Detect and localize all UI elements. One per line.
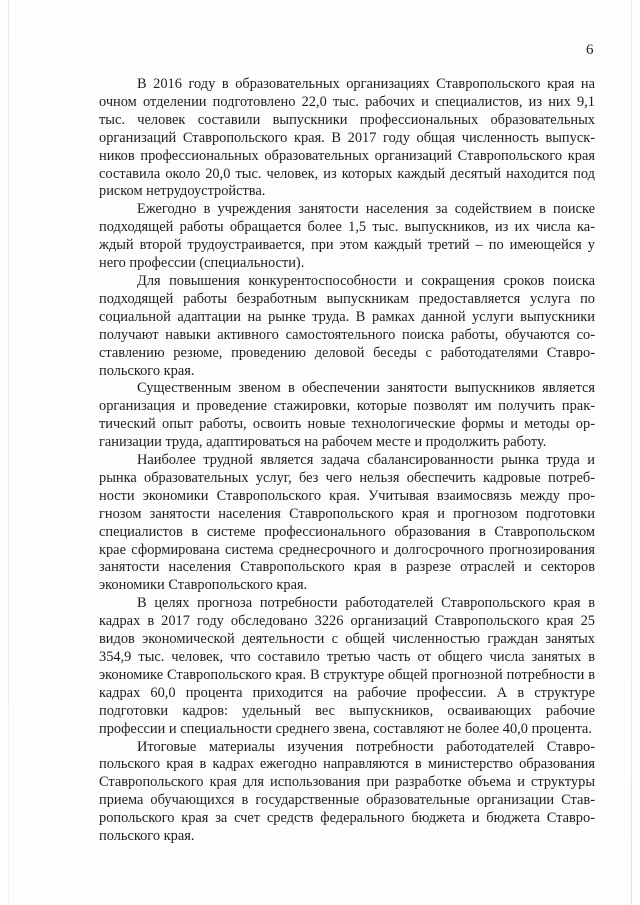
paragraph-3: Для повышения конкурентоспособности и сокращения сроков поиска подходящей работы безработным выпускникам предоставляется услуга по социальной адаптации на рынке труда. В рамках данной услуги выпускники получают навыки активного самостоятельного поиска работы, обучаются составлению резюме, проведению деловой беседы с работодателями Ставропольского края. (99, 272, 595, 379)
page-number: 6 (586, 42, 594, 58)
paragraph-6: В целях прогноза потребности работодателей Ставропольского края в кадрах в 2017 году обследовано 3226 организаций Ставропольского края 25 видов экономической деятельности с общей численностью граждан занятых 354,9 тыс. человек, что составило третью часть от общего числа занятых в экономике Ставропольского края. В структуре общей прогнозной потребности в кадрах 60,0 процента приходится на рабочие профессии. А в структуре подготовки кадров: удельный вес выпускников, осваивающих рабочие профессии и специальности среднего звена, составляют не более 40,0 процента. (99, 595, 595, 737)
paragraph-2: Ежегодно в учреждения занятости населения за содействием в поиске подходящей работы обращается более 1,5 тыс. выпускников, из их числа каждый второй трудоустраивается, при этом каждый третий – по имеющейся у него профессии (специальности). (99, 201, 595, 272)
body-text (99, 76, 595, 846)
paragraph-4: Существенным звеном в обеспечении занятости выпускников является организация и проведение стажировки, которые позволят им получить практический опыт работы, освоить новые технологические формы и методы организации труда, адаптироваться на рабочем месте и продолжить работу. (99, 380, 595, 451)
paragraph-7: Итоговые материалы изучения потребности работодателей Ставропольского края в кадрах ежегодно направляются в министерство образования Ставропольского края для использования при разработке объема и структуры приема обучающихся в государственные образовательные организации Ставропольского края за счет средств федерального бюджета и бюджета Ставропольского края. (99, 738, 595, 845)
scan-edge-right (631, 0, 632, 905)
scan-edge-left (8, 0, 9, 905)
paragraph-5: Наиболее трудной является задача сбалансированности рынка труда и рынка образовательных услуг, без чего нельзя обеспечить кадровые потребности экономики Ставропольского края. Учитывая взаимосвязь между прогнозом занятости населения Ставропольского края и прогнозом подготовки специалистов в системе профессионального образования в Ставропольском крае сформирована система среднесрочного и долгосрочного прогнозирования занятости населения Ставропольского края в разрезе отраслей и секторов экономики Ставропольского края. (99, 452, 595, 594)
paragraph-1: В 2016 году в образовательных организациях Ставропольского края на очном отделении подготовлено 22,0 тыс. рабочих и специалистов, из них 9,1 тыс. человек составили выпускники профессиональных образовательных организаций Ставропольского края. В 2017 году общая численность выпускников профессиональных образовательных организаций Ставропольского края составила около 20,0 тыс. человек, из которых каждый десятый находится под риском нетрудоустройства. (99, 76, 595, 200)
